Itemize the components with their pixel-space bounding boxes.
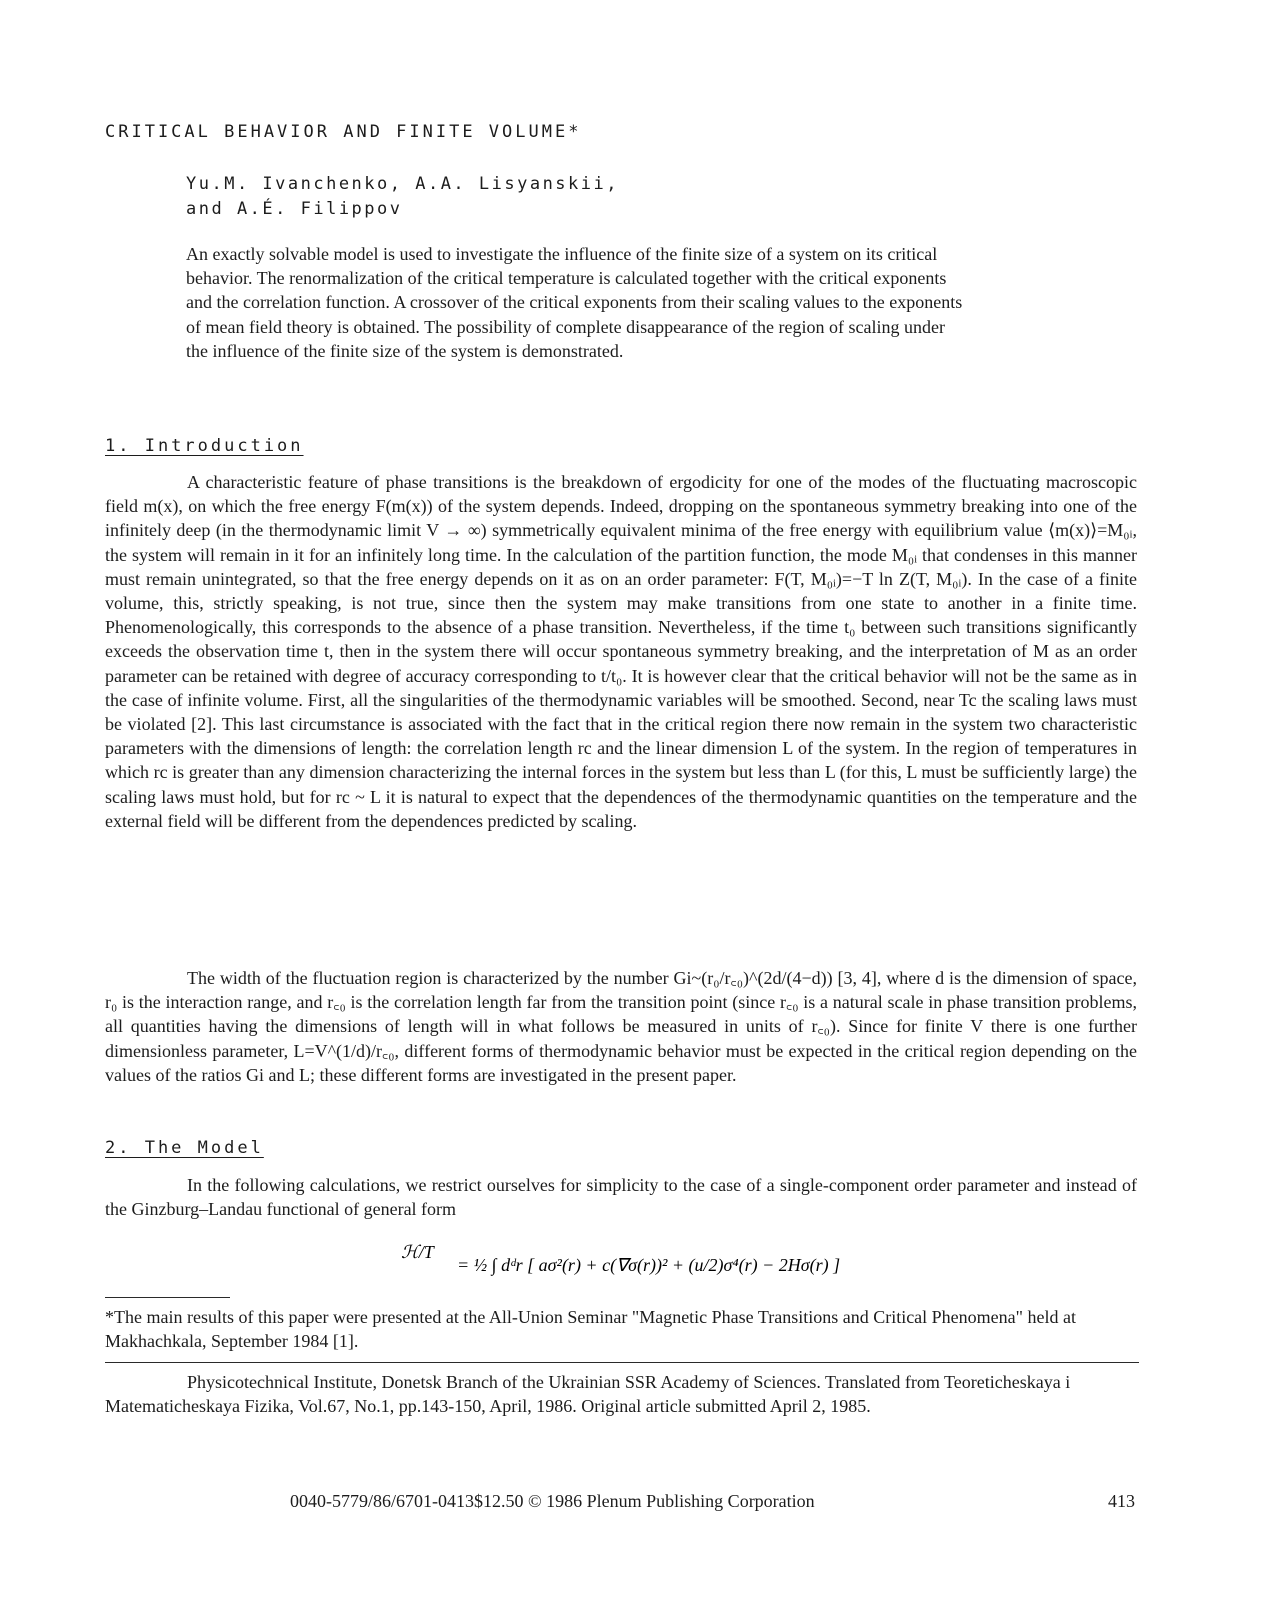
model-paragraph-1: In the following calculations, we restrict ourselves for simplicity to the case of a single-component order parameter and instead of the Ginzburg–Landau functional of general form [105,1175,1137,1220]
paper-title: CRITICAL BEHAVIOR AND FINITE VOLUME* [105,122,582,142]
intro-paragraph-2: The width of the fluctuation region is characterized by the number Gi~(r₀/r꜀₀)^(2d/(4−d)) [3, 4], where d is the dimension of space, r₀ is the interaction range, and r꜀₀ is the correlation length far from the transition point (since r꜀₀ is a natural scale in phase transition problems, all quantities having the dimensions of length will in what follows be measured in units of r꜀₀). Since for finite V there is one further dimensionless parameter, L=V^(1/d)/r꜀₀, different forms of thermodynamic behavior must be expected in the critical region depending on the values of the ratios Gi and L; these different forms are investigated in the present paper. [105,968,1137,1085]
equation-graphic [395,1238,865,1290]
author-list [186,172,619,222]
abstract: An exactly solvable model is used to investigate the influence of the finite size of a system on its critical behavior. The renormalization of the critical temperature is calculated together with the critical exponents and the correlation function. A crossover of the critical exponents from their scaling values to the exponents of mean field theory is obtained. The possibility of complete disappearance of the region of scaling under the influence of the finite size of the system is demonstrated. [186,244,963,361]
intro-paragraph-1: A characteristic feature of phase transitions is the breakdown of ergodicity for one of the modes of the fluctuating macroscopic field m(x), on which the free energy F(m(x)) of the system depends. Indeed, dropping on the spontaneous symmetry breaking into one of the infinitely deep (in the thermodynamic limit V → ∞) symmetrically equivalent minima of the free energy with equilibrium value ⟨m(x)⟩=M₀ᵢ, the system will remain in it for an infinitely long time. In the calculation of the partition function, the mode M₀ᵢ that condenses in this manner must remain unintegrated, so that the free energy depends on it as on an order parameter: F(T, M₀ᵢ)=−T ln Z(T, M₀ᵢ). In the case of a finite volume, this, strictly speaking, is not true, since then the system may make transitions from one state to another in a finite time. Phenomenologically, this corresponds to the absence of a phase transition. Nevertheless, if the time t₀ between such transitions significantly exceeds the observation time t, then in the system there will occur spontaneous symmetry breaking, and the interpretation of M as an order parameter can be retained with degree of accuracy corresponding to t/t₀. It is however clear that the critical behavior will not be the same as in the case of infinite volume. First, all the singularities of the thermodynamic variables will be smoothed. Second, near Tc the scaling laws must be violated [2]. This last circumstance is associated with the fact that in the critical region there now remain in the system two characteristic parameters with the dimensions of length: the correlation length rc and the linear dimension L of the system. In the region of temperatures in which rc is greater than any dimension characterizing the internal forces in the system but less than L (for this, L must be sufficiently large) the scaling laws must hold, but for rc ~ L it is natural to expect that the dependences of the thermodynamic quantities on the temperature and the external field will be different from the dependences predicted by scaling. [105,472,1137,831]
page-number: 413 [1108,1491,1135,1511]
section-heading-introduction [105,436,304,456]
authors-line-1: Yu.M. Ivanchenko, A.A. Lisyanskii, [186,174,619,194]
section-heading-model [105,1138,264,1158]
equation-lhs: ℋ/T [401,1242,434,1262]
equation-rhs: = ½ ∫ dᵈr [ aσ²(r) + c(∇σ(r))² + (u/2)σ⁴(r) − 2Hσ(r) ] [457,1255,841,1275]
footnote-divider [105,1297,230,1298]
copyright-line: 0040-5779/86/6701-0413$12.50 © 1986 Plenum Publishing Corporation [290,1491,815,1511]
section-label-introduction: 1. Introduction [105,436,304,456]
authors-line-2: and A.É. Filippov [186,199,403,219]
section-label-model: 2. The Model [105,1138,264,1158]
ginzburg-landau-equation [395,1238,865,1290]
affiliation-note: Physicotechnical Institute, Donetsk Branch of the Ukrainian SSR Academy of Sciences. Translated from Teoreticheskaya i Matematicheskaya Fizika, Vol.67, No.1, pp.143-150, April, 1986. Original article submitted April 2, 1985. [105,1372,1071,1417]
affiliation-divider [105,1362,1139,1363]
footnote: *The main results of this paper were presented at the All-Union Seminar "Magnetic Phase Transitions and Critical Phenomena" held at Makhachkala, September 1984 [1]. [105,1307,1076,1352]
